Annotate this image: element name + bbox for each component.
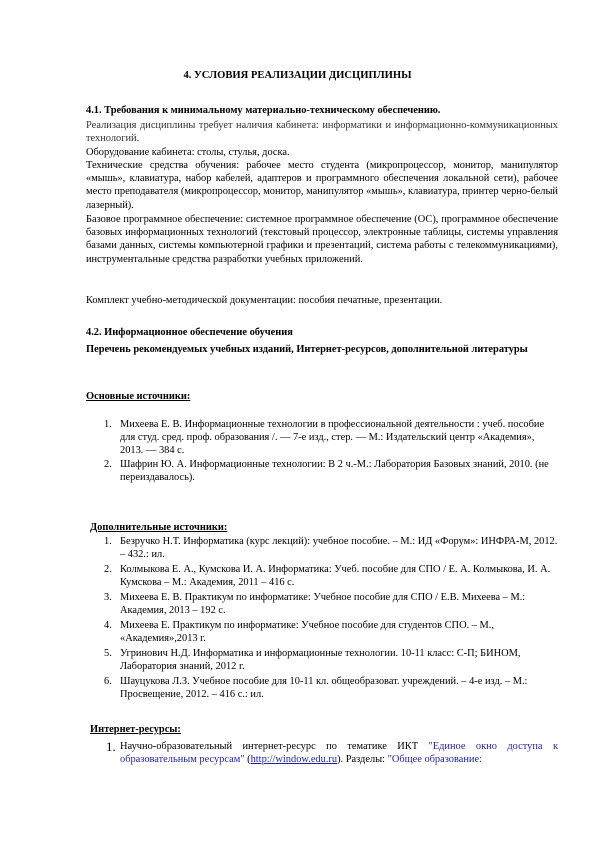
list-number: 1. [104, 419, 112, 430]
section-42-subheading: Перечень рекомендуемых учебных изданий, Интернет-ресурсов, дополнительной литературы [86, 344, 528, 355]
resource-link-edinoe-okno[interactable]: "Единое окно доступа к образовательным ресурсам" [120, 741, 558, 766]
list-number: 6. [104, 676, 112, 687]
list-item [86, 458, 558, 484]
section-41-heading: 4.1. Требования к минимальному материально-техническому обеспечению. [86, 105, 441, 116]
extra-sources-list [86, 535, 558, 701]
list-item [86, 535, 558, 563]
section-41-paragraph-1: Реализация дисциплины требует наличия кабинета: информатики и информационно-коммуникационных технологий. [86, 120, 558, 145]
list-item [86, 675, 558, 701]
resource-link-window-edu[interactable]: http://window.edu.ru [250, 754, 338, 766]
list-item [86, 740, 558, 766]
list-item-text: Колмыкова Е. А., Кумскова И. А. Информатика: Учеб. пособие для СПО / Е. А. Колмыкова, И. А. Кумскова – М.: Академия, 2011 – 416 с. [120, 564, 551, 589]
list-item-text: Михеева Е. Практикум по информатике: Учебное пособие для студентов СПО. – М., «Академия»,2013 г. [120, 620, 494, 645]
section-41-paragraph-2: Оборудование кабинета: столы, стулья, доска. [86, 147, 290, 158]
list-number: 2. [104, 459, 112, 470]
list-item-text: Безручко Н.Т. Информатика (курс лекций): учебное пособие. – М.: ИД «Форум»: ИНФРА-М, 2012. – 432.: ил. [120, 536, 558, 561]
section-42-heading: 4.2. Информационное обеспечение обучения [86, 327, 293, 338]
resource-link-obshchee-obrazovanie[interactable]: "Общее образование: [387, 754, 482, 766]
list-number: 2. [104, 564, 112, 575]
main-sources-label: Основные источники: [86, 391, 191, 402]
list-item [86, 619, 558, 647]
list-number: 3. [104, 592, 112, 603]
list-item-text: Шауцукова Л.З. Учебное пособие для 10-11 кл. общеобразоват. учреждений. – 4-е изд. – М.: Просвещение, 2012. – 416 с.: ил. [120, 676, 528, 701]
list-item-text: Научно-образовательный интернет-ресурс по тематике ИКТ [120, 741, 429, 752]
list-item-text: Угринович Н.Д. Информатика и информационные технологии. 10-11 класс: С-П; БИНОМ, Лаборатория знаний, 2012 г. [120, 648, 521, 673]
list-item [86, 563, 558, 591]
internet-resources-label: Интернет-ресурсы: [90, 724, 181, 735]
list-number: 4. [104, 620, 112, 631]
main-sources-list [86, 418, 558, 484]
list-item [86, 591, 558, 619]
list-item-text: Шафрин Ю. А. Информационные технологии: В 2 ч.-М.: Лаборатория Базовых знаний, 2010. (не переиздавалось). [120, 459, 549, 484]
extra-sources-label: Дополнительные источники: [90, 522, 228, 533]
list-number: 5. [104, 648, 112, 659]
list-number: 1. [104, 536, 112, 547]
list-item-text: Михеева Е. В. Информационные технологии в профессиональной деятельности : учеб. пособие для студ. сред. проф. образования /. — 7-е изд., стер. — М.: Издательский центр «Академия», 2013. — 384 с. [120, 419, 545, 457]
section-41-paragraph-3: Технические средства обучения: рабочее место студента (микропроцессор, монитор, манипулятор «мышь», клавиатура, набор кабелей, адаптеров и программного обеспечения локальной сети), рабочее место преподавателя (микропроцессор, монитор, манипулятор «мышь», клавиатура, принтер черно-белый лазерный). [86, 160, 558, 211]
section-41-paragraph-5: Комплект учебно-методической документации: пособия печатные, презентации. [86, 295, 443, 306]
list-item-text: ( [244, 754, 251, 766]
section-41-paragraph-4: Базовое программное обеспечение: системное программное обеспечение (ОС), программное обеспечение базовых информационных технологий (текстовый процессор, электронные таблицы, системы управления базами данных, системы компьютерной графики и презентаций, система работы с телекоммуникациями), инструментальные средства разработки учебных приложений. [86, 214, 558, 265]
list-item-text: ). Разделы: [337, 754, 388, 766]
list-number: 1. [106, 739, 116, 754]
list-item [86, 418, 558, 458]
list-item-text: Михеева Е. В. Практикум по информатике: Учебное пособие для СПО / Е.В. Михеева – М.: Академия, 2013 – 192 с. [120, 592, 526, 617]
list-item [86, 647, 558, 675]
internet-resources-list [86, 740, 558, 766]
section-title: 4. УСЛОВИЯ РЕАЛИЗАЦИИ ДИСЦИПЛИНЫ [183, 70, 412, 81]
